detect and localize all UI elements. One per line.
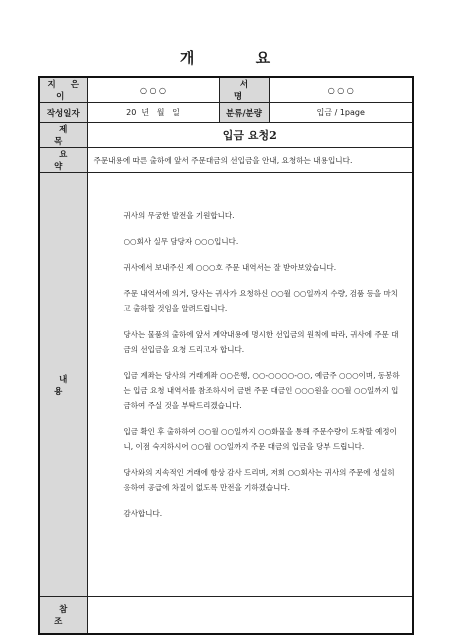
summary-value: 주문내용에 따른 출하에 앞서 주문대금의 선입금을 안내, 요청하는 내용입니다. [87, 148, 413, 173]
reference-row [39, 597, 413, 635]
content-paragraph: 귀사에서 보내주신 제 ○○○호 주문 내역서는 잘 받아보았습니다. [123, 263, 337, 272]
writer-label: 지 은 이 [39, 77, 87, 103]
date-label: 작성일자 [39, 103, 87, 123]
content-label: 내 용 [39, 173, 87, 597]
content-paragraph: 귀사의 무궁한 발전을 기원합니다. [123, 211, 235, 220]
subject-row [39, 123, 413, 148]
document-summary-table [38, 76, 414, 635]
content-body [87, 173, 413, 597]
content-paragraph: 입금 확인 후 출하하여 ○○월 ○○일까지 ○○화물을 통해 주문수량이 도착할 예정이니, 이점 숙지하시어 ○○월 ○○일까지 주문 대금의 입금을 당부 드립니다. [123, 427, 397, 451]
content-row [39, 173, 413, 597]
date-value: 20 년 월 일 [87, 103, 219, 123]
reference-label: 참 조 [39, 597, 87, 635]
page-title: 개 요 [179, 49, 299, 67]
category-label: 분류/분량 [219, 103, 269, 123]
signature-value: ○ ○ ○ [269, 77, 413, 103]
content-paragraph: 당사는 물품의 출하에 앞서 계약내용에 명시한 선입금의 원칙에 따라, 귀사에 주문 대금의 선입금을 요청 드리고자 합니다. [123, 330, 399, 354]
signature-label: 서 명 [219, 77, 269, 103]
summary-label: 요 약 [39, 148, 87, 173]
writer-value: ○ ○ ○ [87, 77, 219, 103]
summary-row [39, 148, 413, 173]
content-paragraph: 당사와의 지속적인 거래에 항상 감사 드리며, 저희 ○○회사는 귀사의 주문에 성실히 응하여 공급에 차질이 없도록 만전을 기하겠습니다. [123, 468, 395, 492]
content-paragraph: 감사합니다. [123, 509, 163, 518]
subject-label: 제 목 [39, 123, 87, 148]
date-row [39, 103, 413, 123]
content-paragraph: ○○회사 실무 담당자 ○○○입니다. [123, 237, 239, 246]
content-paragraph: 입금 계좌는 당사의 거래계좌 ○○은행, ○○-○○○○-○○, 예금주 ○○○이며, 동봉하는 입금 요청 내역서를 참조하시어 금번 주문 대금인 ○○○원을 ○○월 ○○일까지 입금하여 주실 것을 부탁드리겠습니다. [123, 371, 400, 410]
writer-row [39, 77, 413, 103]
content-paragraph: 주문 내역서에 의거, 당사는 귀사가 요청하신 ○○월 ○○일까지 수량, 검품 등을 마치고 출하할 것임을 알려드립니다. [123, 289, 399, 313]
reference-value [87, 597, 413, 635]
subject-value: 입금 요청2 [87, 123, 413, 148]
category-value: 입금 / 1page [269, 103, 413, 123]
